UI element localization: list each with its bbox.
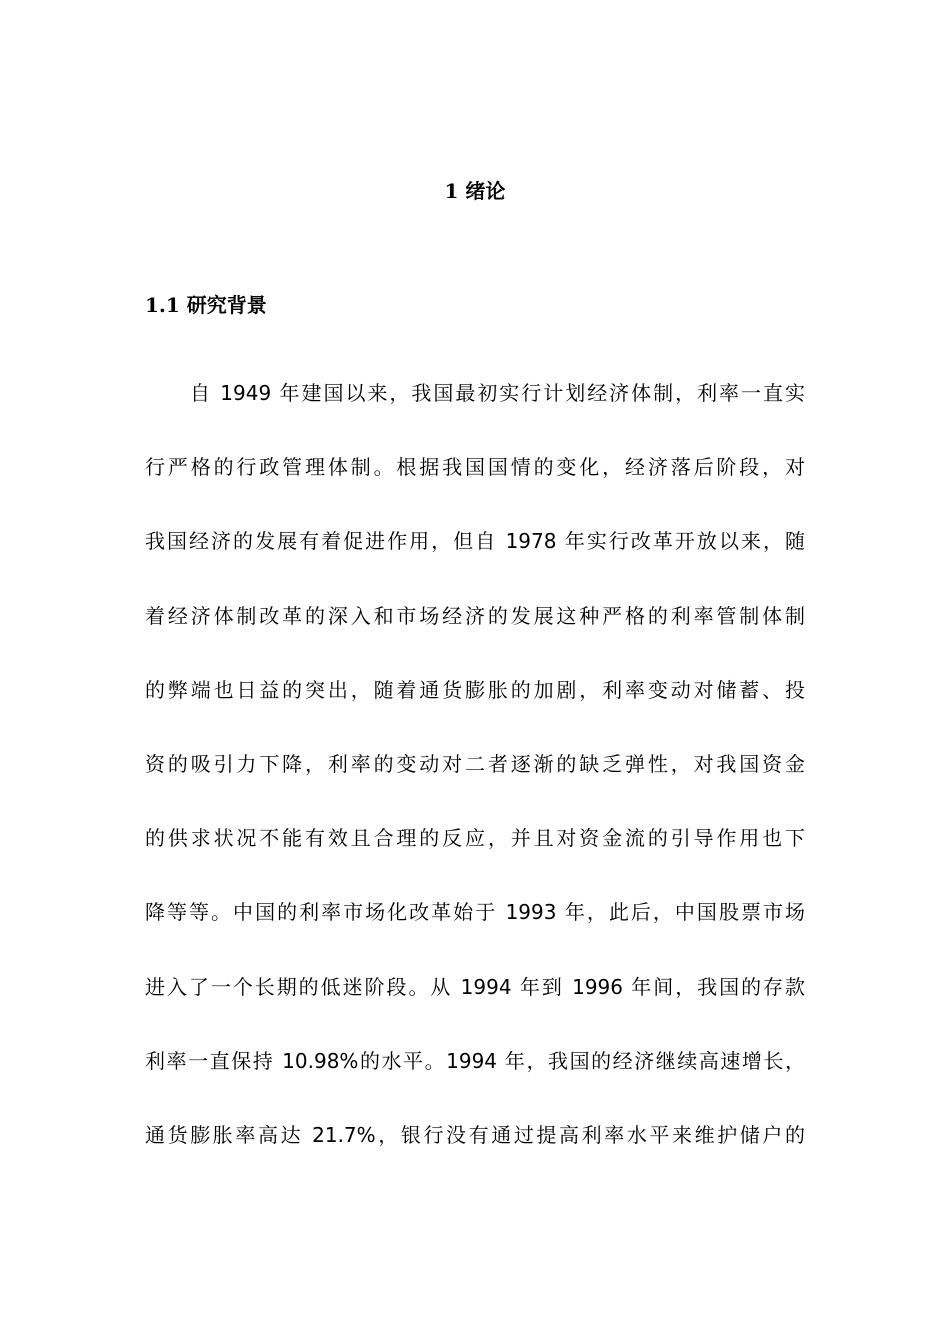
section-title: 1.1 研究背景 xyxy=(145,293,267,317)
paragraph-line: 进入了一个长期的低迷阶段。从 1994 年到 1996 年间，我国的存款 xyxy=(145,974,805,999)
paragraph-line: 利率一直保持 10.98%的水平。1994 年，我国的经济继续高速增长， xyxy=(145,1048,805,1073)
paragraph-line: 我国经济的发展有着促进作用，但自 1978 年实行改革开放以来，随 xyxy=(145,529,805,554)
paragraph-line: 的供求状况不能有效且合理的反应，并且对资金流的引导作用也下 xyxy=(145,826,805,851)
paragraph-line: 的弊端也日益的突出，随着通货膨胀的加剧，利率变动对储蓄、投 xyxy=(145,677,805,702)
paragraph-line: 资的吸引力下降，利率的变动对二者逐渐的缺乏弹性，对我国资金 xyxy=(145,751,805,776)
paragraph-line: 着经济体制改革的深入和市场经济的发展这种严格的利率管制体制 xyxy=(145,603,805,628)
paragraph-line: 通货膨胀率高达 21.7%，银行没有通过提高利率水平来维护储户的 xyxy=(145,1122,805,1147)
paragraph-line: 自 1949 年建国以来，我国最初实行计划经济体制，利率一直实 xyxy=(190,381,805,405)
paragraph-line: 行严格的行政管理体制。根据我国国情的变化，经济落后阶段，对 xyxy=(145,455,805,480)
body-paragraph xyxy=(145,376,805,1192)
paragraph-line: 降等等。中国的利率市场化改革始于 1993 年，此后，中国股票市场 xyxy=(145,900,805,925)
chapter-title: 1 绪论 xyxy=(444,179,506,203)
